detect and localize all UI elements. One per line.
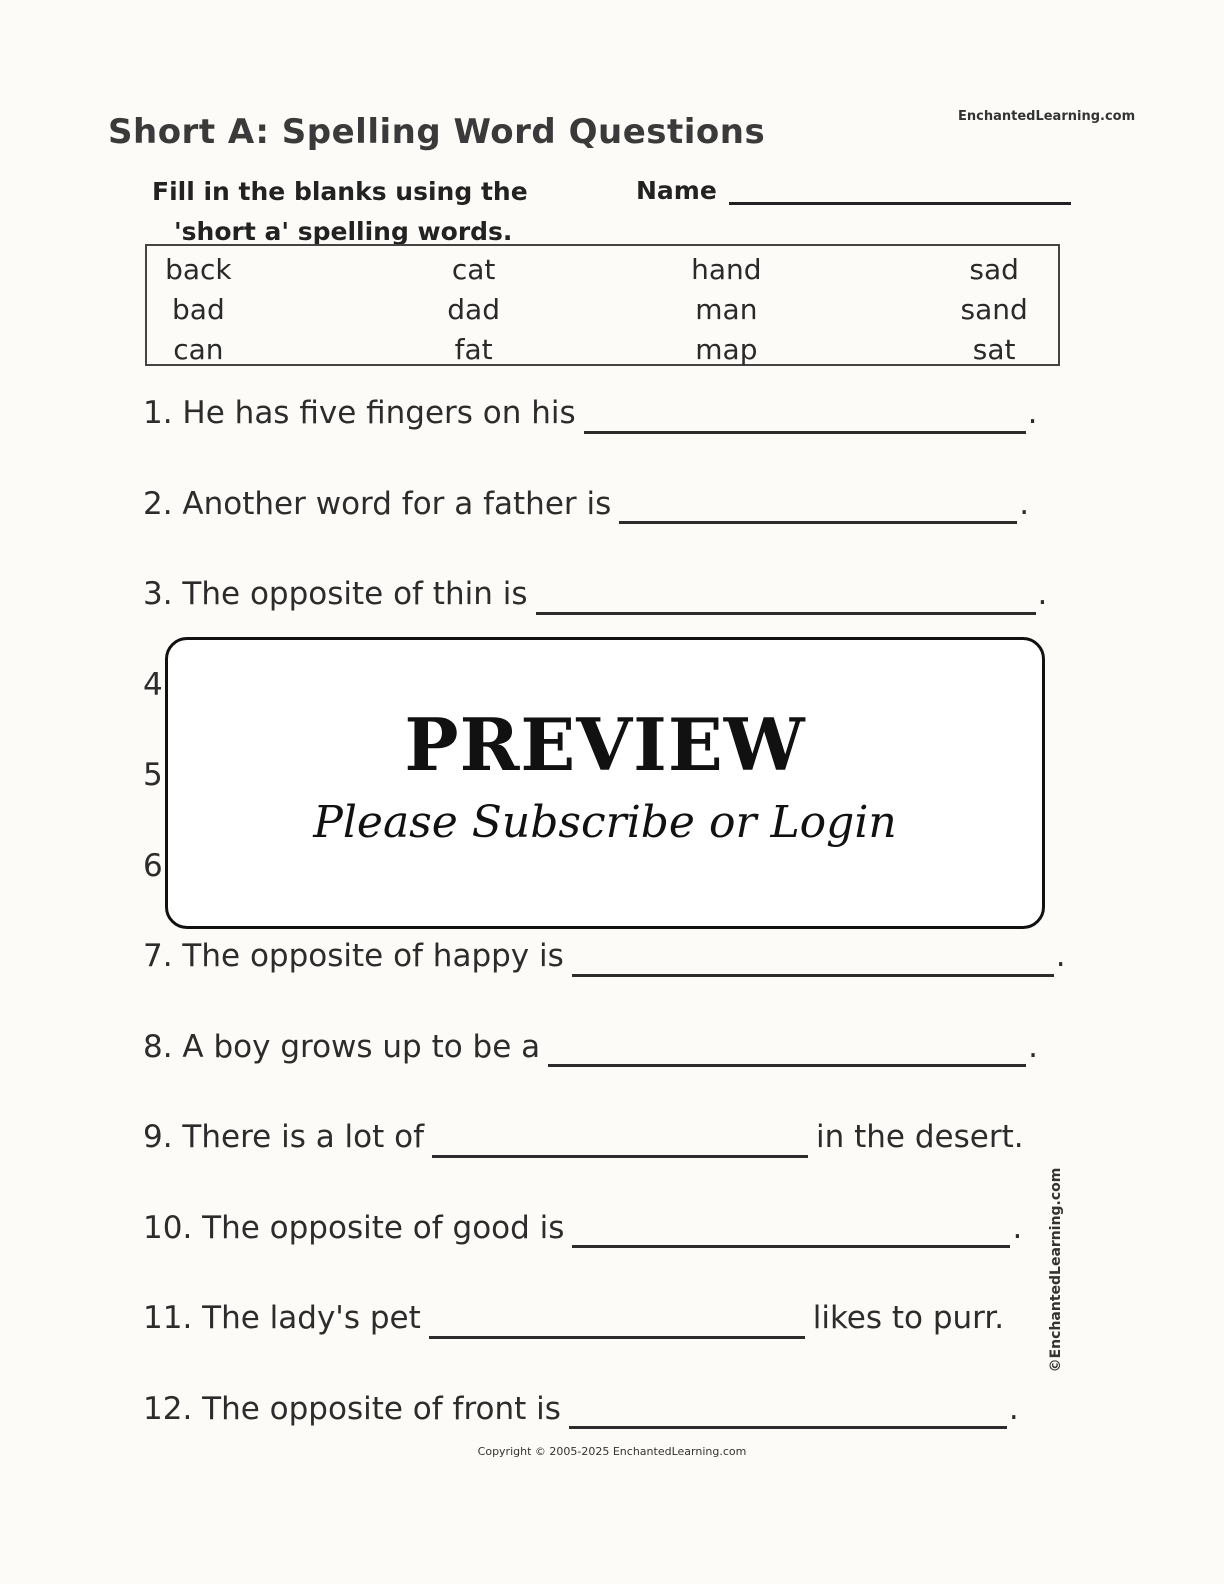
word-can: can <box>173 333 224 366</box>
question-row <box>143 459 1073 550</box>
word-man: man <box>695 293 758 326</box>
answer-blank[interactable] <box>432 1125 808 1158</box>
word-dad: dad <box>447 293 500 326</box>
question-text: 1. He has five fingers on his <box>143 395 576 432</box>
answer-blank[interactable] <box>536 582 1036 615</box>
answer-blank[interactable] <box>548 1034 1026 1067</box>
name-blank[interactable] <box>729 172 1071 205</box>
word-fat: fat <box>454 333 493 366</box>
question-text: 4 <box>143 666 163 703</box>
answer-blank[interactable] <box>584 401 1026 434</box>
question-ending: in the desert. <box>816 1119 1024 1156</box>
answer-blank[interactable] <box>569 1396 1007 1429</box>
word-cat: cat <box>451 253 496 286</box>
site-watermark: EnchantedLearning.com <box>958 109 1136 124</box>
question-ending: . <box>1055 938 1066 975</box>
word-hand: hand <box>691 253 762 286</box>
question-ending: . <box>1012 1209 1023 1246</box>
question-text: 12. The opposite of front is <box>143 1390 561 1427</box>
word-bank-column <box>22 250 375 370</box>
word-map: map <box>695 333 758 366</box>
question-text: 11. The lady's pet <box>143 1300 421 1337</box>
question-text: 2. Another word for a father is <box>143 485 612 522</box>
word-sand: sand <box>960 293 1028 326</box>
word-back: back <box>165 253 232 286</box>
preview-subtitle[interactable]: Please Subscribe or Login <box>313 797 897 848</box>
question-text: 5 <box>143 757 163 794</box>
preview-overlay[interactable] <box>165 637 1045 929</box>
word-sad: sad <box>969 253 1019 286</box>
instructions <box>152 172 528 252</box>
question-text: 6 <box>143 847 163 884</box>
question-text: 7. The opposite of happy is <box>143 938 564 975</box>
side-watermark: ©EnchantedLearning.com <box>1048 1167 1064 1373</box>
question-row <box>143 1183 1073 1274</box>
question-text: 9. There is a lot of <box>143 1119 425 1156</box>
answer-blank[interactable] <box>572 1215 1010 1248</box>
copyright: Copyright © 2005-2025 EnchantedLearning.com <box>477 1445 747 1458</box>
question-ending: . <box>1019 485 1030 522</box>
question-ending: . <box>1027 395 1038 432</box>
name-label: Name <box>636 176 717 205</box>
question-row <box>143 1364 1073 1455</box>
word-sat: sat <box>972 333 1016 366</box>
word-bank <box>145 244 1060 366</box>
word-bad: bad <box>172 293 225 326</box>
page-title: Short A: Spelling Word Questions <box>108 112 766 152</box>
question-text: 10. The opposite of good is <box>143 1209 565 1246</box>
question-ending: . <box>1008 1390 1019 1427</box>
question-row <box>143 1273 1073 1364</box>
question-ending: . <box>1037 576 1048 613</box>
question-text: 3. The opposite of thin is <box>143 576 528 613</box>
question-ending: likes to purr. <box>812 1300 1005 1337</box>
word-bank-column <box>930 250 1058 370</box>
instructions-line-2: 'short a' spelling words. <box>174 217 513 246</box>
word-bank-column <box>345 250 603 370</box>
answer-blank[interactable] <box>572 944 1054 977</box>
word-bank-column <box>623 250 831 370</box>
answer-blank[interactable] <box>429 1306 805 1339</box>
question-row <box>143 1092 1073 1183</box>
preview-title: PREVIEW <box>404 702 806 787</box>
instructions-line-1: Fill in the blanks using the <box>152 177 528 206</box>
question-row <box>143 549 1073 640</box>
question-row <box>143 1002 1073 1093</box>
name-field[interactable] <box>636 172 1071 205</box>
question-row <box>143 368 1073 459</box>
answer-blank[interactable] <box>619 491 1017 524</box>
question-ending: . <box>1028 1028 1039 1065</box>
question-text: 8. A boy grows up to be a <box>143 1028 541 1065</box>
